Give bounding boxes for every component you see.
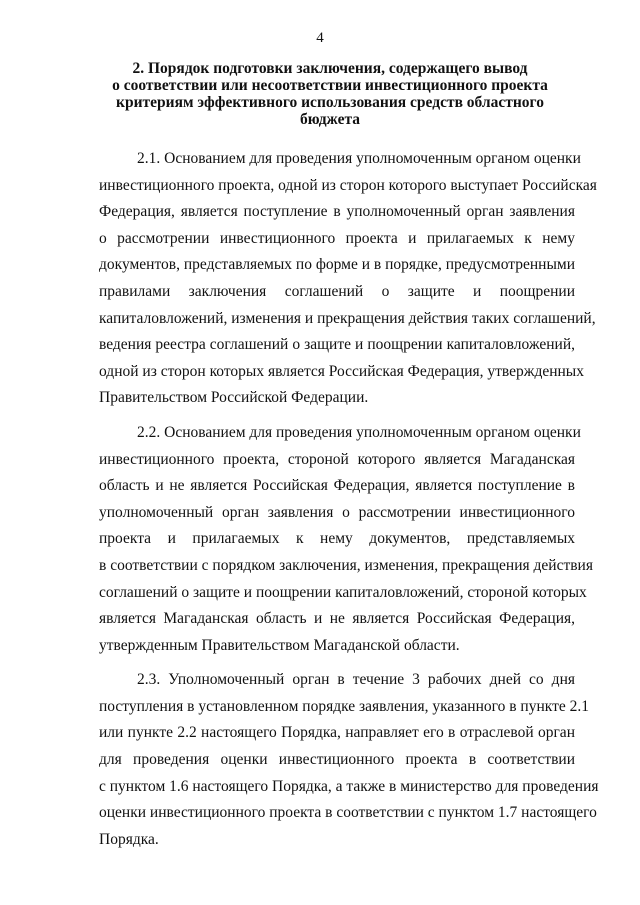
- text-line: инвестиционного проекта, стороной которого является Магаданская: [99, 450, 575, 468]
- text-line: проекта и прилагаемых к нему документов, представляемых: [99, 530, 575, 548]
- paragraph-2-2: [99, 420, 593, 659]
- section-title: [90, 60, 570, 128]
- text-line: правилами заключения соглашений о защите и поощрении: [99, 282, 575, 300]
- text-line: соглашений о защите и поощрении капиталовложений, стороной которых: [99, 583, 587, 601]
- text-line: или пункте 2.2 настоящего Порядка, направляет его в отраслевой орган: [99, 724, 575, 742]
- text-line: ведения реестра соглашений о защите и поощрении капиталовложений,: [99, 336, 575, 354]
- paragraph-2-1: [99, 146, 597, 412]
- text-line: 2.2. Основанием для проведения уполномоченным органом оценки: [137, 423, 581, 441]
- text-line: с пунктом 1.6 настоящего Порядка, а также в министерство для проведения: [99, 777, 599, 795]
- text-line: 2.3. Уполномоченный орган в течение 3 рабочих дней со дня: [137, 671, 575, 689]
- text-line: оценки инвестиционного проекта в соответствии с пунктом 1.7 настоящего: [99, 804, 597, 822]
- text-line: уполномоченный орган заявления о рассмотрении инвестиционного: [99, 503, 575, 521]
- section-title-line: 2. Порядок подготовки заключения, содержащего вывод: [132, 60, 528, 77]
- text-line: инвестиционного проекта, одной из сторон которого выступает Российская: [99, 176, 597, 194]
- text-line: поступления в установленном порядке заявления, указанного в пункте 2.1: [99, 697, 589, 715]
- text-line: для проведения оценки инвестиционного проекта в соответствии: [99, 751, 575, 769]
- text-line: Федерация, является поступление в уполномоченный орган заявления: [99, 203, 575, 221]
- text-line: в соответствии с порядком заключения, изменения, прекращения действия: [99, 556, 593, 574]
- text-line: одной из сторон которых является Российская Федерация, утвержденных: [99, 362, 584, 380]
- text-line: Порядка.: [99, 830, 159, 848]
- section-title-line: бюджета: [299, 111, 361, 128]
- text-line: Правительством Российской Федерации.: [99, 389, 369, 407]
- text-line: документов, представляемых по форме и в порядке, предусмотренными: [99, 256, 575, 274]
- section-title-line: критериям эффективного использования средств областного: [116, 94, 544, 111]
- page-number: 4: [316, 30, 324, 46]
- text-line: является Магаданская область и не является Российская Федерация,: [99, 610, 575, 628]
- text-line: 2.1. Основанием для проведения уполномоченным органом оценки: [137, 150, 581, 167]
- section-title-line: о соответствии или несоответствии инвестиционного проекта: [112, 77, 548, 94]
- text-line: капиталовложений, изменения и прекращения действия таких соглашений,: [99, 309, 596, 327]
- text-line: область и не является Российская Федерация, является поступление в: [99, 477, 575, 495]
- paragraph-2-3: [99, 667, 599, 853]
- text-line: о рассмотрении инвестиционного проекта и прилагаемых к нему: [99, 229, 575, 247]
- text-line: утвержденным Правительством Магаданской области.: [99, 636, 460, 654]
- body-text: [99, 146, 599, 861]
